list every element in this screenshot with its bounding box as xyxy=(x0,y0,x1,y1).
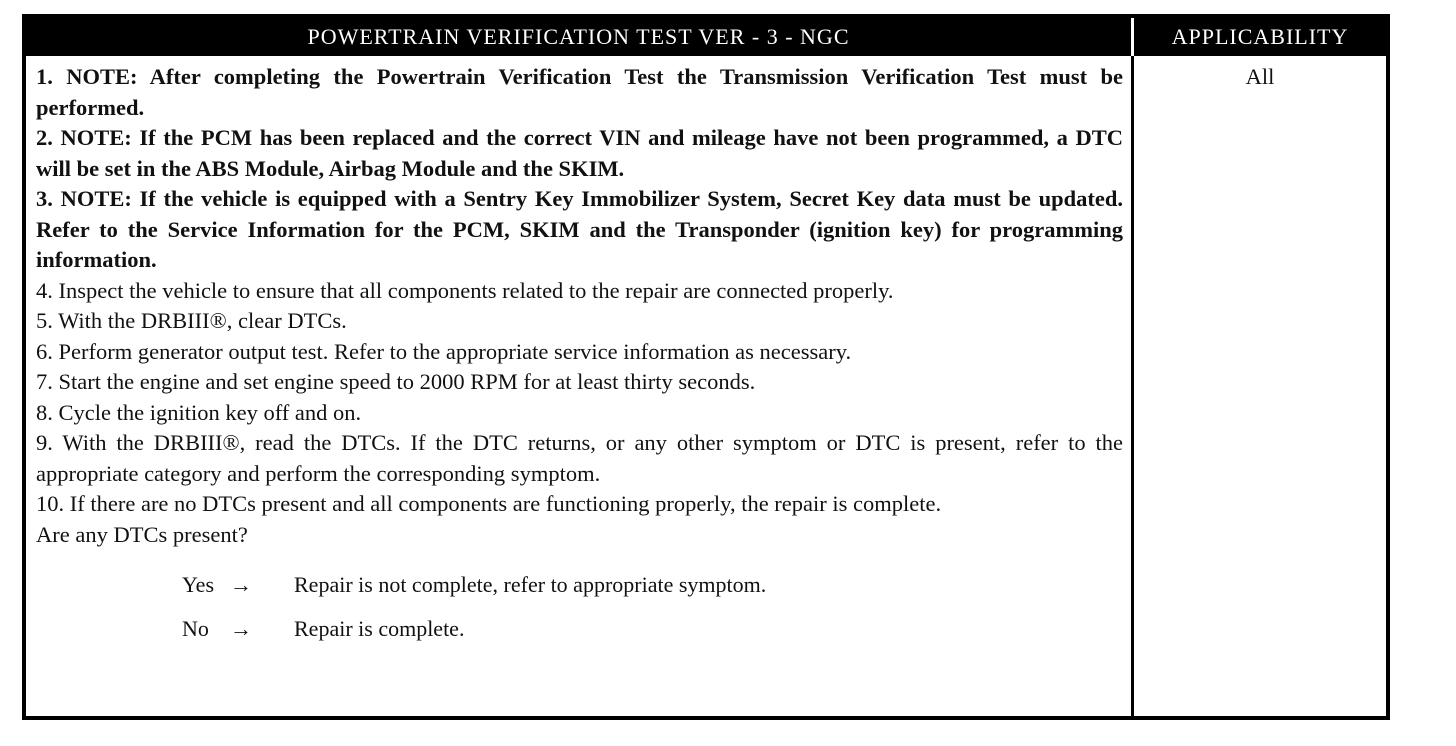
applicability-cell: All xyxy=(1245,64,1275,89)
step-8: 8. Cycle the ignition key off and on. xyxy=(36,399,362,425)
answer-no xyxy=(182,614,1123,644)
step-9: 9. With the DRBIII®, read the DTCs. If the DTC returns, or any other symptom or DTC is present, refer to the appropriate category and perform the corresponding symptom. xyxy=(36,430,1123,486)
step-7: 7. Start the engine and set engine speed to 2000 RPM for at least thirty seconds. xyxy=(36,369,756,394)
table-title: POWERTRAIN VERIFICATION TEST VER - 3 - NGC xyxy=(26,18,1134,56)
note-2: 2. NOTE: If the PCM has been replaced and the correct VIN and mileage have not been programmed, a DTC will be set in the ABS Module, Airbag Module and the SKIM. xyxy=(36,125,1123,181)
step-10: 10. If there are no DTCs present and all components are functioning properly, the repair is complete. xyxy=(36,491,942,516)
step-4: 4. Inspect the vehicle to ensure that all components related to the repair are connected properly. xyxy=(36,277,894,303)
answer-yes xyxy=(182,570,1123,600)
yes-text: Repair is not complete, refer to appropriate symptom. xyxy=(294,572,767,597)
verification-test-table xyxy=(22,14,1390,720)
step-5: 5. With the DRBIII®, clear DTCs. xyxy=(36,308,347,333)
no-text: Repair is complete. xyxy=(294,616,465,641)
no-label: No xyxy=(182,616,209,641)
question: Are any DTCs present? xyxy=(36,521,248,547)
right-arrow-icon: → xyxy=(230,572,252,597)
note-1: 1. NOTE: After completing the Powertrain Verification Test the Transmission Verification Test must be performed. xyxy=(36,64,1123,120)
note-3: 3. NOTE: If the vehicle is equipped with a Sentry Key Immobilizer System, Secret Key data must be updated. Refer to the Service Information for the PCM, SKIM and the Transponder (ignition key) for programming information. xyxy=(36,186,1123,272)
applicability-header: APPLICABILITY xyxy=(1134,18,1386,56)
yes-label: Yes xyxy=(182,572,215,597)
step-6: 6. Perform generator output test. Refer to the appropriate service information as necessary. xyxy=(36,338,852,364)
right-arrow-icon: → xyxy=(230,616,252,641)
procedure-cell xyxy=(26,56,1134,716)
